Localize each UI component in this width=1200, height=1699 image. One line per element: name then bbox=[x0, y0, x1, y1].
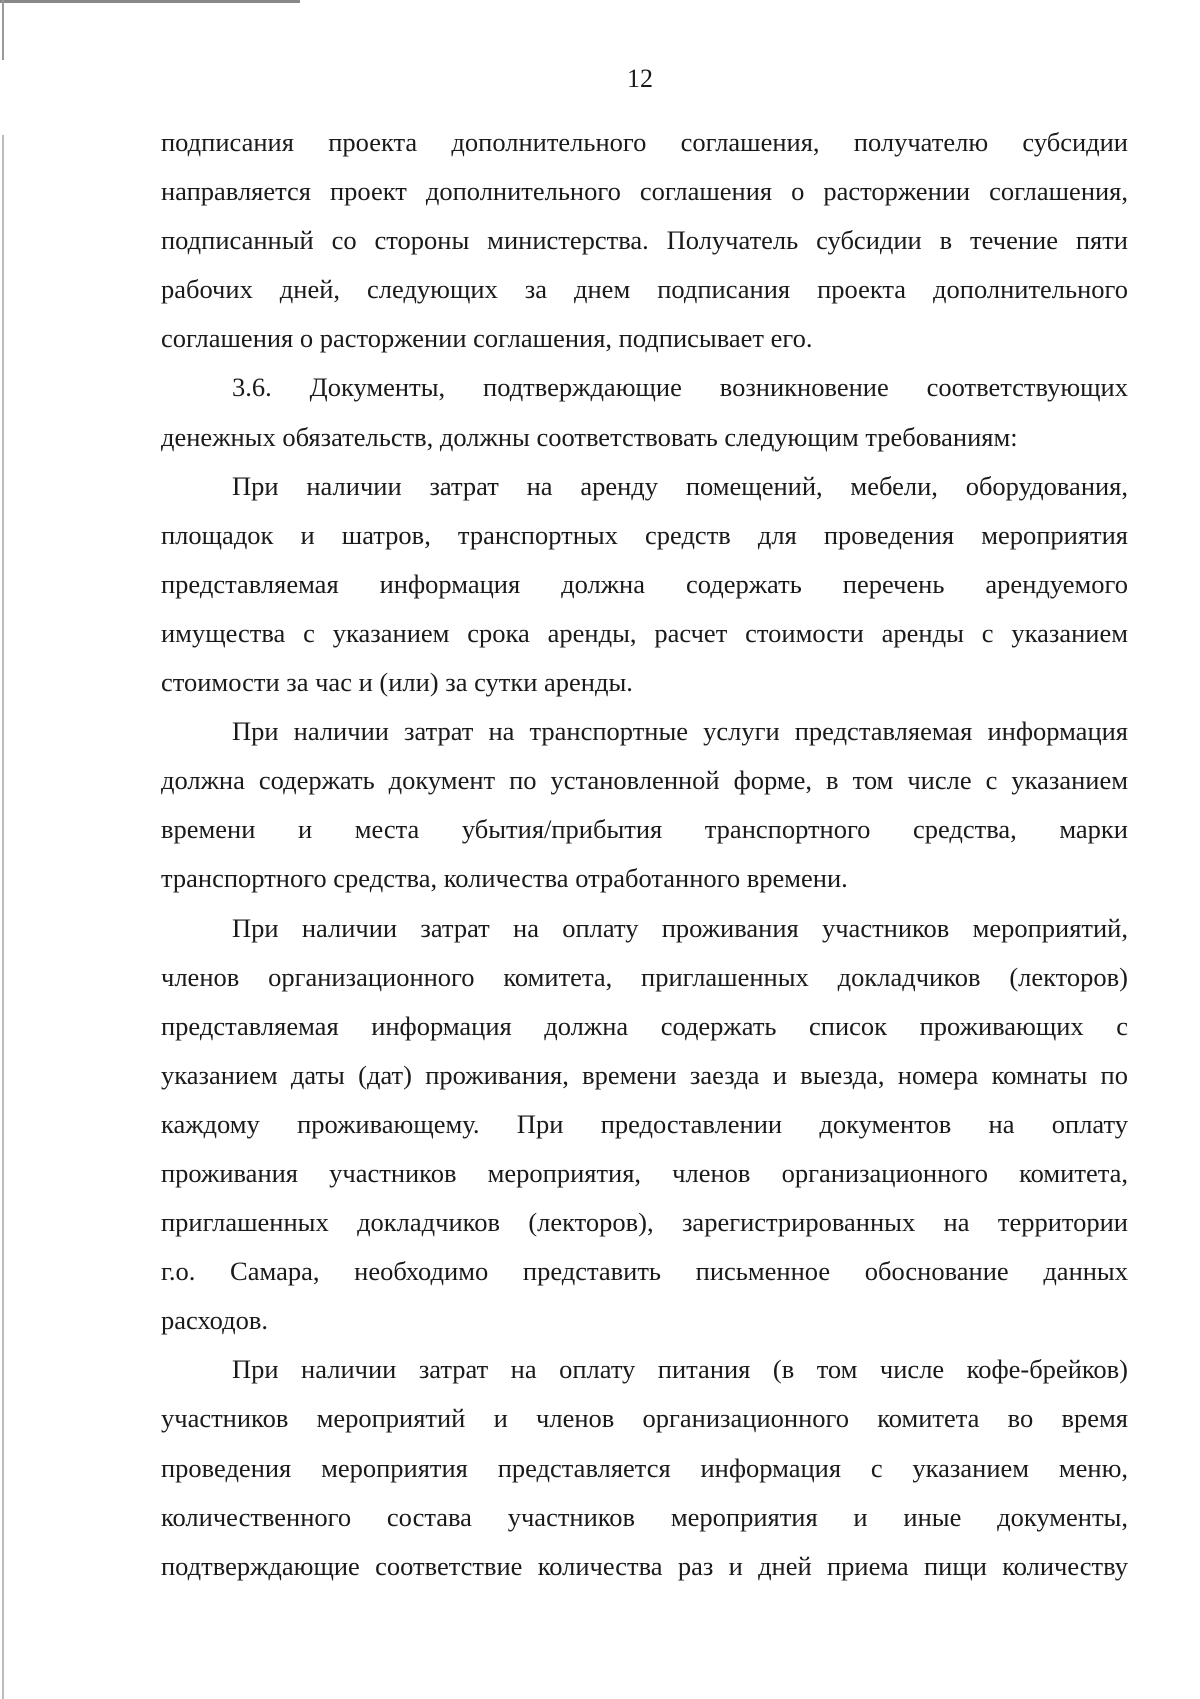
text-line: участников мероприятий и членов организационного комитета во время bbox=[161, 1403, 1128, 1434]
scan-edge-top bbox=[0, 0, 300, 3]
text-line: расходов. bbox=[161, 1305, 269, 1336]
text-line: При наличии затрат на аренду помещений, мебели, оборудования, bbox=[232, 470, 1128, 501]
text-line: имущества с указанием срока аренды, расчет стоимости аренды с указанием bbox=[161, 617, 1128, 648]
paragraph bbox=[161, 462, 1128, 707]
text-line: 3.6. Документы, подтверждающие возникновение соответствующих bbox=[232, 372, 1128, 403]
text-line: приглашенных докладчиков (лекторов), зарегистрированных на территории bbox=[161, 1207, 1128, 1238]
text-line: транспортного средства, количества отработанного времени. bbox=[161, 863, 848, 894]
text-line: количественного состава участников мероприятия и иные документы, bbox=[161, 1501, 1128, 1532]
text-line: стоимости за час и (или) за сутки аренды. bbox=[161, 667, 633, 698]
paragraph bbox=[161, 707, 1128, 903]
text-line: подписания проекта дополнительного соглашения, получателю субсидии bbox=[161, 127, 1128, 157]
text-line: направляется проект дополнительного соглашения о расторжении соглашения, bbox=[161, 176, 1128, 207]
text-line: При наличии затрат на оплату проживания участников мероприятий, bbox=[232, 912, 1128, 943]
text-line: При наличии затрат на оплату питания (в том числе кофе-брейков) bbox=[232, 1354, 1128, 1385]
text-line: времени и места убытия/прибытия транспортного средства, марки bbox=[161, 814, 1128, 845]
text-line: соглашения о расторжении соглашения, подписывает его. bbox=[161, 323, 813, 354]
text-line: каждому проживающему. При предоставлении документов на оплату bbox=[161, 1108, 1128, 1139]
page-number: 12 bbox=[627, 64, 653, 93]
text-line: указанием даты (дат) проживания, времени заезда и выезда, номера комнаты по bbox=[161, 1059, 1128, 1090]
text-line: представляемая информация должна содержать перечень арендуемого bbox=[161, 568, 1128, 599]
text-line: проведения мероприятия представляется информация с указанием меню, bbox=[161, 1452, 1128, 1483]
paragraph bbox=[161, 118, 1128, 363]
scan-edge-left bbox=[2, 0, 4, 60]
paragraph bbox=[161, 1345, 1128, 1590]
text-line: площадок и шатров, транспортных средств для проведения мероприятия bbox=[161, 519, 1128, 550]
text-line: членов организационного комитета, приглашенных докладчиков (лекторов) bbox=[161, 961, 1128, 992]
text-line: подписанный со стороны министерства. Получатель субсидии в течение пяти bbox=[161, 225, 1128, 256]
paragraph bbox=[161, 904, 1128, 1346]
text-line: должна содержать документ по установленной форме, в том числе с указанием bbox=[161, 765, 1128, 796]
text-line: подтверждающие соответствие количества раз и дней приема пищи количеству bbox=[161, 1550, 1128, 1581]
scan-edge-left bbox=[2, 135, 4, 1699]
text-line: г.о. Самара, необходимо представить письменное обоснование данных bbox=[161, 1256, 1128, 1287]
document-body bbox=[161, 118, 1128, 1591]
text-line: При наличии затрат на транспортные услуги представляемая информация bbox=[232, 716, 1128, 747]
text-line: представляемая информация должна содержать список проживающих с bbox=[161, 1010, 1128, 1041]
paragraph bbox=[161, 363, 1128, 461]
text-line: денежных обязательств, должны соответствовать следующим требованиям: bbox=[161, 421, 1018, 452]
text-line: рабочих дней, следующих за днем подписания проекта дополнительного bbox=[161, 274, 1128, 305]
text-line: проживания участников мероприятия, членов организационного комитета, bbox=[161, 1157, 1128, 1188]
